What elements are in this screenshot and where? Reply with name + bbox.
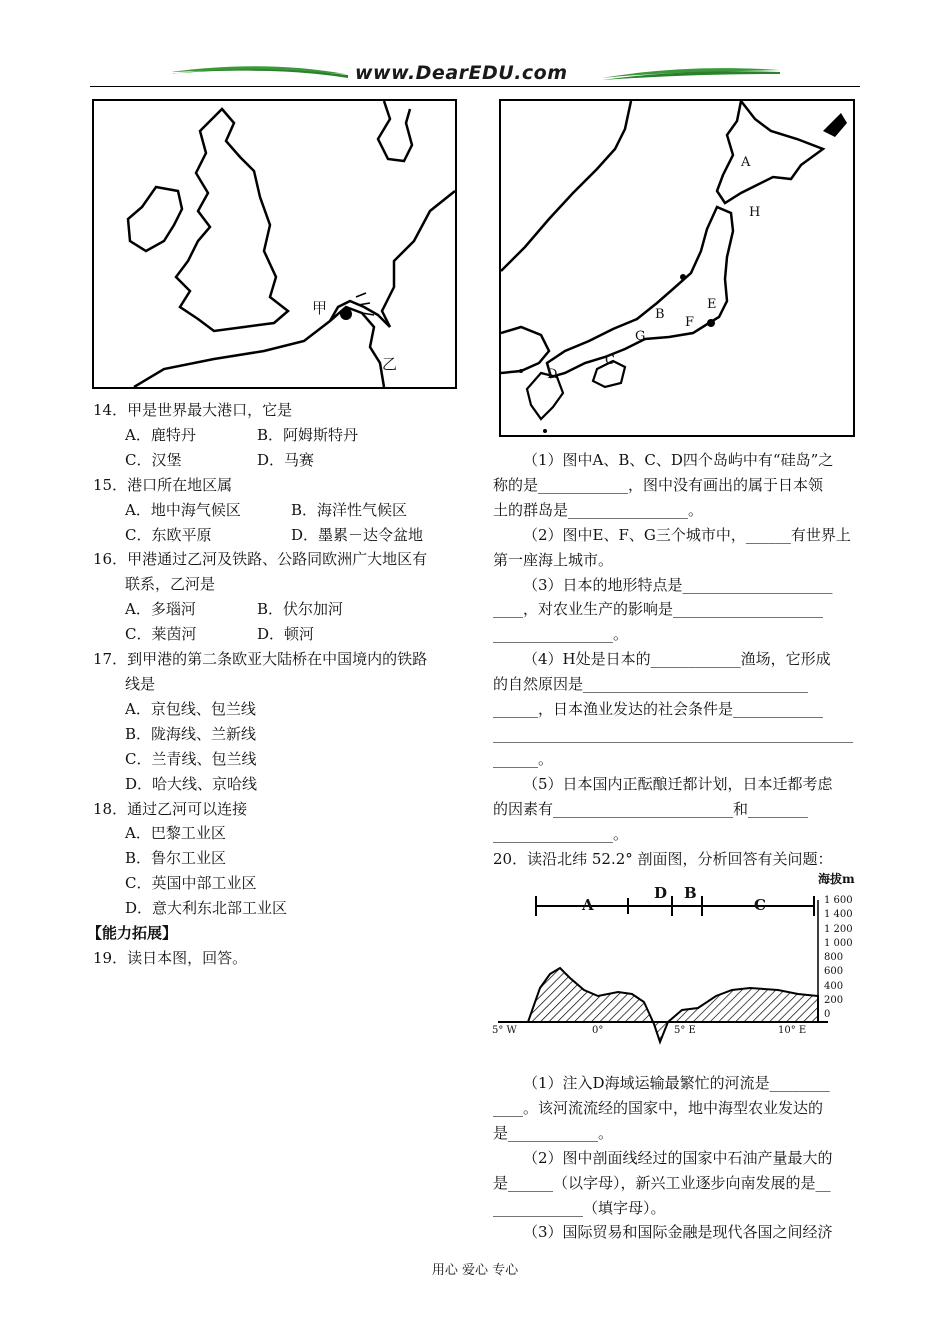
europe-map-outline: [94, 101, 455, 387]
japan-label-g: G: [635, 329, 646, 344]
q20-s1c: 是____________。: [493, 1123, 614, 1142]
profile-seg-b: B: [684, 884, 697, 902]
x-tick-5w: 5° W: [492, 1025, 517, 1036]
q19-p5c: ________________。: [493, 824, 629, 843]
profile-seg-a: A: [582, 896, 594, 914]
q18-d[interactable]: D．意大利东北部工业区: [125, 899, 288, 918]
q20-s3a: （3）国际贸易和国际金融是现代各国之间经济: [523, 1223, 833, 1242]
label-jia: 甲: [312, 299, 328, 317]
japan-label-a: A: [741, 155, 751, 170]
y-tick: 800: [824, 952, 844, 964]
q17-stem: 17．到甲港的第二条欧亚大陆桥在中国境内的铁路: [93, 650, 428, 669]
q17-b[interactable]: B．陇海线、兰新线: [125, 724, 257, 743]
q16-b[interactable]: B．伏尔加河: [257, 600, 344, 619]
europe-map: [92, 99, 457, 389]
profile-y-ticks: [824, 894, 853, 1023]
site-url[interactable]: www.DearEDU.com: [355, 62, 568, 84]
q15-c[interactable]: C．东欧平原: [125, 525, 212, 544]
q17-a[interactable]: A．京包线、包兰线: [125, 699, 256, 718]
right-column-top: [493, 448, 863, 871]
japan-map-outline: [501, 101, 853, 435]
q19-p4c: ______，日本渔业发达的社会条件是____________: [493, 700, 824, 719]
q15-options-row1: [93, 498, 473, 523]
label-yi: 乙: [382, 355, 398, 373]
q19-p2a: （2）图中E、F、G三个城市中，______有世界上: [523, 525, 851, 544]
q14-a[interactable]: A．鹿特丹: [125, 425, 196, 444]
q19-p5a: （5）日本国内正酝酿迁都计划，日本迁都考虑: [523, 774, 833, 793]
q16-stem: 16．甲港通过乙河及铁路、公路同欧洲广大地区有: [93, 550, 428, 569]
q20-s2c: ____________（填字母）。: [493, 1198, 666, 1217]
q17-stem-cont: 线是: [125, 674, 156, 693]
profile-axis-title: 海拔m: [818, 872, 855, 886]
q15-stem: 15．港口所在地区属: [93, 475, 233, 494]
japan-label-e: E: [707, 297, 717, 312]
japan-map: [499, 99, 855, 437]
q17-d[interactable]: D．哈大线、京哈线: [125, 774, 258, 793]
q14-options-row1: [93, 423, 473, 448]
section-heading: 【能力拓展】: [87, 924, 178, 943]
q19-p4b: 的自然原因是______________________________: [493, 675, 809, 694]
q19-p4d: ________________________________________________: [493, 724, 853, 743]
y-tick: 200: [824, 995, 844, 1007]
x-tick-5e: 5° E: [674, 1025, 696, 1036]
q19-p4e: ______。: [493, 749, 554, 768]
left-column: [87, 398, 473, 971]
q17-c[interactable]: C．兰青线、包兰线: [125, 749, 257, 768]
q16-options-row2: [93, 622, 473, 647]
q20-s2a: （2）图中剖面线经过的国家中石油产量最大的: [523, 1148, 833, 1167]
q14-stem: 14．甲是世界最大港口，它是: [93, 401, 293, 419]
q16-options-row1: [93, 597, 473, 622]
y-tick: 600: [824, 966, 844, 978]
q15-d[interactable]: D．墨累－达令盆地: [291, 525, 424, 544]
y-tick: 1 400: [824, 909, 853, 921]
y-tick: 400: [824, 980, 844, 992]
q15-a[interactable]: A．地中海气候区: [125, 500, 241, 519]
q20-s1a: （1）注入D海域运输最繁忙的河流是________: [523, 1074, 830, 1092]
japan-label-f: F: [685, 315, 695, 330]
x-tick-0: 0°: [592, 1025, 604, 1036]
q16-a[interactable]: A．多瑙河: [125, 600, 196, 619]
y-tick: 1 200: [824, 923, 853, 935]
q16-d[interactable]: D．顿河: [257, 625, 315, 644]
q19-p3a: （3）日本的地形特点是____________________: [523, 575, 833, 594]
q14-c[interactable]: C．汉堡: [125, 450, 182, 469]
q14-d[interactable]: D．马赛: [257, 450, 315, 469]
japan-label-d: D: [547, 367, 558, 382]
y-tick: 1 600: [824, 895, 853, 906]
japan-label-b: B: [655, 307, 665, 322]
q19-p1b: 称的是____________，图中没有画出的属于日本领: [493, 475, 824, 494]
page-footer: 用心 爱心 专心: [431, 1263, 519, 1278]
q14-b[interactable]: B．阿姆斯特丹: [257, 425, 359, 444]
q14-options-row2: [93, 448, 473, 473]
q19-p4a: （4）H处是日本的____________渔场，它形成: [523, 650, 831, 669]
q19-p1a: （1）图中A、B、C、D四个岛屿中有“硅岛”之: [523, 451, 834, 469]
right-column-bottom: [493, 1071, 863, 1245]
y-tick: 0: [824, 1009, 831, 1021]
q19-p2b: 第一座海上城市。: [493, 550, 614, 569]
q18-b[interactable]: B．鲁尔工业区: [125, 849, 227, 868]
japan-label-c: C: [605, 353, 615, 368]
q18-a[interactable]: A．巴黎工业区: [125, 824, 226, 843]
q18-stem: 18．通过乙河可以连接: [93, 799, 248, 818]
japan-label-h: H: [749, 205, 761, 220]
q15-b[interactable]: B．海洋性气候区: [291, 500, 408, 519]
q16-stem-cont: 联系，乙河是: [125, 575, 216, 594]
terrain-profile: [528, 968, 818, 1042]
header-rule: [90, 86, 860, 87]
q19-p5b: 的因素有________________________和________: [493, 799, 809, 818]
profile-seg-d: D: [654, 884, 668, 902]
q20-stem: 20．读沿北纬 52.2° 剖面图，分析回答有关问题：: [493, 849, 833, 868]
q19-p3b: ____，对农业生产的影响是____________________: [493, 600, 824, 619]
q15-options-row2: [93, 523, 473, 548]
y-tick: 1 000: [824, 937, 853, 949]
q20-s2b: 是______（以字母），新兴工业逐步向南发展的是__: [493, 1173, 831, 1192]
q19-p3c: ________________。: [493, 625, 629, 644]
q19-p1c: 土的群岛是________________。: [493, 500, 704, 519]
profile-figure: [488, 870, 868, 1055]
q16-c[interactable]: C．莱茵河: [125, 625, 197, 644]
x-tick-10e: 10° E: [778, 1025, 807, 1036]
q18-c[interactable]: C．英国中部工业区: [125, 874, 257, 893]
q19-stem: 19．读日本图，回答。: [93, 948, 248, 967]
q20-s1b: ____。该河流流经的国家中，地中海型农业发达的: [493, 1098, 824, 1117]
profile-seg-c: C: [754, 896, 766, 914]
